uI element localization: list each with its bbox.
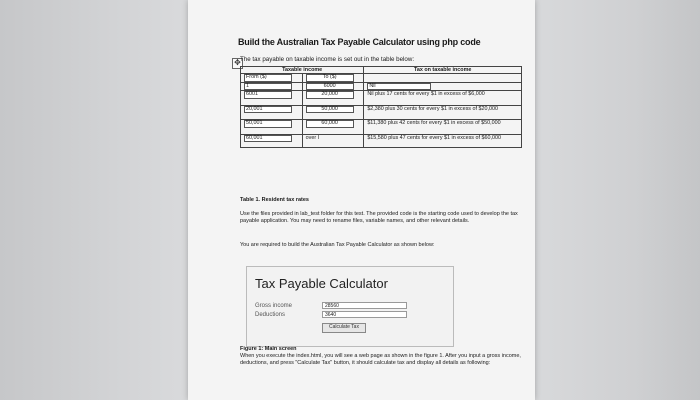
tax-rate-table (240, 66, 522, 148)
table-row (241, 82, 522, 91)
to-value: over (305, 134, 317, 141)
table-row (241, 134, 522, 147)
from-value: 20,001 (244, 106, 292, 114)
deductions-input[interactable]: 3640 (322, 311, 407, 318)
from-cell (241, 74, 303, 83)
background-right (535, 0, 700, 400)
table-row (241, 120, 522, 135)
from-cell (241, 134, 303, 147)
tax-cell (364, 82, 522, 91)
text-cursor-icon: I (317, 134, 320, 141)
background-left (0, 0, 188, 400)
tax-cell: Nil plus 17 cents for every $1 in excess of $6,000 (364, 91, 522, 106)
table-move-handle-icon[interactable]: ✥ (232, 58, 243, 69)
execution-paragraph: When you execute the index.html, you will see a web page as shown in the figure 1. After you input a gross income, deductions, and press "Calculate Tax" button, it should calculate tax and display all details as following: (240, 353, 521, 366)
tax-cell: $11,380 plus 42 cents for every $1 in excess of $50,000 (364, 120, 522, 135)
requirement-paragraph: You are required to build the Australian Tax Payable Calculator as shown below: (240, 242, 435, 248)
instructions-paragraph: Use the files provided in lab_test folder for this test. The provided code is the starting code used to develop the tax payable application. You may need to rename files, variable names, and other relevant details. (240, 211, 518, 224)
to-value: 6000 (306, 83, 354, 91)
tax-cell: $15,580 plus 47 cents for every $1 in excess of $60,000 (364, 134, 522, 147)
page-title: Build the Australian Tax Payable Calculator using php code (238, 37, 481, 47)
calculator-screenshot (246, 266, 454, 347)
table-subheader-row (241, 74, 522, 83)
figure-caption: Figure 1: Main screen (240, 346, 297, 352)
to-value: 50,000 (306, 106, 354, 114)
to-cell (302, 134, 364, 147)
intro-text: The tax payable on taxable income is set out in the table below: (240, 56, 415, 63)
from-header: From ($) (244, 74, 292, 82)
tax-value: Nil (367, 83, 431, 91)
calculate-tax-button[interactable]: Calculate Tax (322, 323, 366, 333)
from-cell (241, 120, 303, 135)
to-cell (302, 82, 364, 91)
tax-cell: $2,380 plus 30 cents for every $1 in excess of $20,000 (364, 105, 522, 120)
from-value: 1 (244, 83, 292, 91)
to-cell (302, 105, 364, 120)
from-value: 50,001 (244, 120, 292, 128)
from-cell (241, 82, 303, 91)
table-header-row (241, 67, 522, 74)
from-cell (241, 105, 303, 120)
gross-income-input[interactable]: 28560 (322, 302, 407, 309)
table-row (241, 91, 522, 106)
from-cell (241, 91, 303, 106)
from-value: 6001 (244, 91, 292, 99)
calculator-title: Tax Payable Calculator (255, 276, 388, 291)
from-value: 60,001 (244, 135, 292, 143)
deductions-label: Deductions (255, 312, 286, 318)
table-row (241, 105, 522, 120)
document-page (188, 0, 535, 400)
taxable-income-header: Taxable income (241, 67, 364, 74)
to-cell (302, 120, 364, 135)
to-header: To ($) (306, 74, 354, 82)
table-caption: Table 1. Resident tax rates (240, 197, 309, 203)
tax-header: Tax on taxable income (364, 67, 522, 74)
gross-income-label: Gross income (255, 303, 293, 309)
to-value: 20,000 (306, 91, 354, 99)
blank-cell (364, 74, 522, 83)
to-cell (302, 74, 364, 83)
to-value: 60,000 (306, 120, 354, 128)
to-cell (302, 91, 364, 106)
